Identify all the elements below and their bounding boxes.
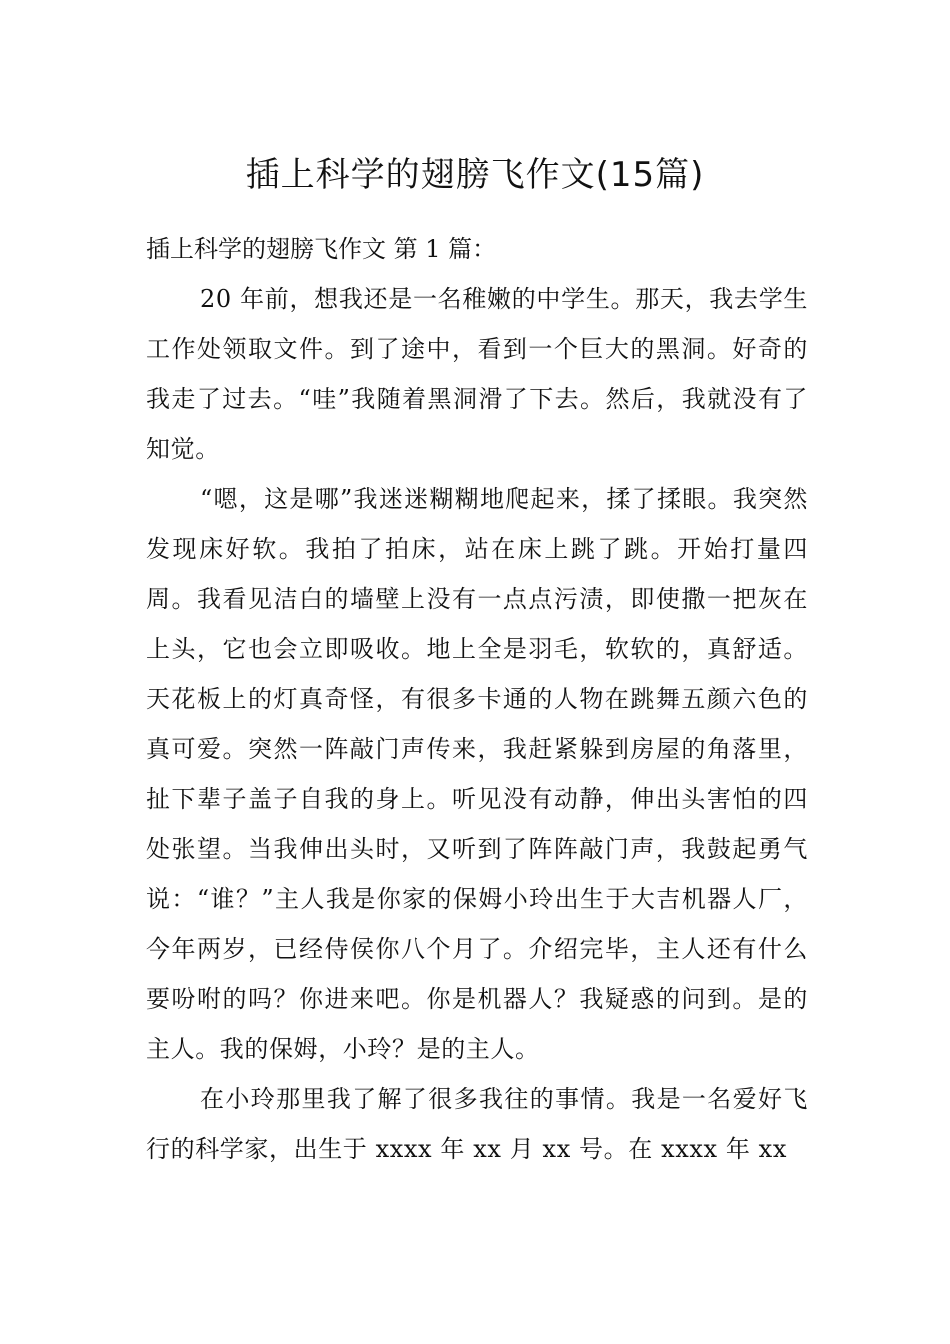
paragraph-3: 在小玲那里我了解了很多我往的事情。我是一名爱好飞行的科学家，出生于 xxxx 年 xx 月 xx 号。在 xxxx 年 xx [146, 1085, 808, 1163]
document-title: 插上科学的翅膀飞作文(15篇) [245, 154, 705, 195]
document-body [146, 224, 808, 1174]
paragraph-2: “嗯，这是哪”我迷迷糊糊地爬起来，揉了揉眼。我突然发现床好软。我拍了拍床，站在床上跳了跳。开始打量四周。我看见洁白的墙壁上没有一点点污渍，即使撒一把灰在上头，它也会立即吸收。地上全是羽毛，软软的，真舒适。天花板上的灯真奇怪，有很多卡通的人物在跳舞五颜六色的真可爱。突然一阵敲门声传来，我赶紧躲到房屋的角落里，扯下辈子盖子自我的身上。听见没有动静，伸出头害怕的四处张望。当我伸出头时，又听到了阵阵敲门声，我鼓起勇气说：“谁？”主人我是你家的保姆小玲出生于大吉机器人厂，今年两岁，已经侍侯你八个月了。介绍完毕，主人还有什么要吩咐的吗？你进来吧。你是机器人？我疑惑的问到。是的主人。我的保姆，小玲？是的主人。 [146, 485, 808, 1063]
paragraph-1: 20 年前，想我还是一名稚嫩的中学生。那天，我去学生工作处领取文件。到了途中，看到一个巨大的黑洞。好奇的我走了过去。“哇”我随着黑洞滑了下去。然后，我就没有了知觉。 [146, 285, 808, 463]
section-heading: 插上科学的翅膀飞作文 第 1 篇： [146, 235, 497, 263]
